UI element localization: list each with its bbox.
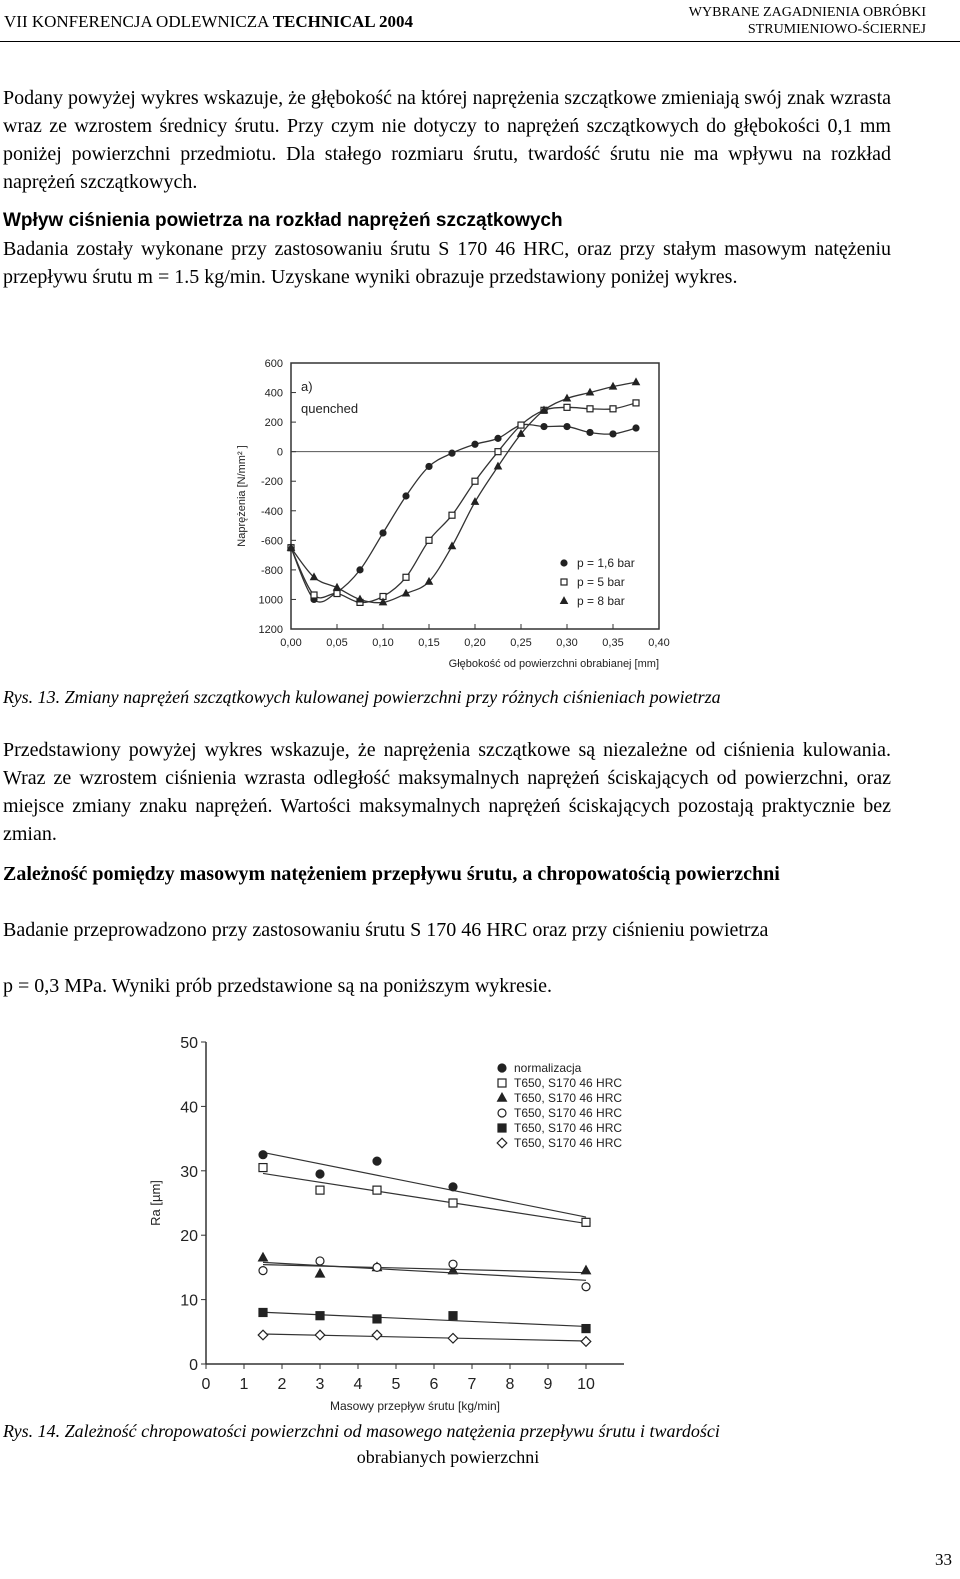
data-point: [373, 1263, 381, 1271]
x-tick-label: 0,15: [418, 637, 440, 649]
y-tick-label: -200: [260, 476, 283, 489]
x-tick-label: 9: [543, 1376, 553, 1393]
x-tick-label: 0,20: [464, 637, 486, 649]
header-rule: [0, 41, 960, 42]
paragraph-5: p = 0,3 MPa. Wyniki prób przedstawione są na poniższym wykresie.: [3, 975, 553, 997]
data-point: [633, 400, 639, 406]
data-point: [449, 450, 455, 456]
y-tick-label: 50: [180, 1035, 198, 1052]
data-point: [373, 1186, 381, 1194]
data-point: [610, 431, 616, 437]
trend-line-6: [263, 1334, 586, 1341]
data-point: [449, 543, 456, 549]
heading-pressure: Wpływ ciśnienia powietrza na rozkład naprężeń szczątkowych: [3, 210, 563, 231]
y-tick-label: 600: [264, 358, 283, 370]
data-point: [403, 493, 409, 499]
figure-13-caption: Rys. 13. Zmiany naprężeń szczątkowych kulowanej powierzchni przy różnych ciśnieniach powietrza: [3, 687, 721, 707]
annotation-a: a): [301, 379, 313, 394]
data-point: [259, 1164, 267, 1172]
data-point: [334, 584, 341, 590]
data-point: [610, 383, 617, 389]
data-point: [315, 1330, 325, 1340]
x-tick-label: 0,05: [326, 637, 348, 649]
data-point: [449, 1260, 457, 1268]
legend-label: normalizacja: [514, 1061, 582, 1075]
legend-label: T650, S170 46 HRC: [514, 1076, 623, 1090]
conference-title: VII KONFERENCJA ODLEWNICZA TECHNICAL 2004: [4, 12, 413, 31]
data-point: [587, 429, 593, 435]
legend-marker: [498, 1109, 506, 1117]
legend-label: p = 8 bar: [577, 594, 625, 608]
data-point: [316, 1257, 324, 1265]
data-point: [518, 422, 524, 428]
x-tick-label: 1: [239, 1376, 249, 1393]
data-point: [495, 449, 501, 455]
data-point: [426, 537, 432, 543]
paragraph-1: Podany powyżej wykres wskazuje, że głębokość na której naprężenia szczątkowe zmieniają swój znak wzrasta wraz ze wzrostem średnicy śrutu. Przy czym nie dotyczy to naprężeń szczątkowych do głębokości 0,1 mm poniżej powierzchni przedmiotu. Dla stałego rozmiaru śrutu, twardość śrutu nie ma wpływu na rozkład naprężeń szczątkowych.: [3, 87, 891, 193]
data-point: [582, 1218, 590, 1226]
chart-residual-stress: [225, 345, 685, 675]
x-axis-label: Masowy przepływ śrutu [kg/min]: [329, 1399, 501, 1413]
legend-marker: [561, 560, 567, 566]
y-tick-label: 0: [276, 446, 283, 459]
data-point: [610, 406, 616, 412]
data-point: [316, 1269, 325, 1277]
data-point: [403, 590, 410, 596]
y-axis-label: Naprężenia [N/mm² ]: [236, 445, 248, 547]
data-point: [587, 406, 593, 412]
data-point: [582, 1325, 590, 1333]
y-tick-label: 1200: [258, 624, 283, 636]
data-point: [449, 1199, 457, 1207]
data-point: [581, 1337, 591, 1347]
legend-label: T650, S170 46 HRC: [514, 1121, 623, 1135]
paragraph-4: Badanie przeprowadzono przy zastosowaniu śrutu S 170 46 HRC oraz przy ciśnieniu powietrza: [3, 919, 769, 941]
x-tick-label: 3: [315, 1376, 325, 1393]
x-tick-label: 0,10: [372, 637, 394, 649]
data-point: [495, 435, 501, 441]
x-tick-label: 0,30: [556, 637, 578, 649]
x-axis-label: Głębokość od powierzchni obrabianej [mm]: [448, 658, 659, 670]
data-point: [541, 424, 547, 430]
data-point: [582, 1283, 590, 1291]
legend-marker: [498, 1079, 506, 1087]
y-tick-label: -400: [260, 505, 283, 518]
series-line-2: [291, 403, 636, 603]
data-point: [373, 1315, 381, 1323]
data-point: [259, 1253, 268, 1261]
data-point: [426, 463, 432, 469]
legend-marker: [498, 1093, 507, 1101]
page-header: [0, 0, 960, 42]
legend-marker: [561, 579, 567, 585]
x-tick-label: 0,00: [280, 637, 302, 649]
data-point: [449, 1312, 457, 1320]
data-point: [633, 379, 640, 385]
trend-line-1: [263, 1152, 586, 1217]
legend-label: T650, S170 46 HRC: [514, 1091, 623, 1105]
data-point: [334, 591, 340, 597]
x-tick-label: 0: [201, 1376, 211, 1393]
y-tick-label: 400: [264, 387, 283, 400]
legend-label: p = 5 bar: [577, 575, 625, 589]
y-tick-label: -600: [260, 535, 283, 548]
data-point: [316, 1312, 324, 1320]
section-title: WYBRANE ZAGADNIENIA OBRÓBKI STRUMIENIOWO-ŚCIERNEJ: [688, 5, 926, 37]
y-axis-label: Ra [µm]: [148, 1180, 163, 1226]
y-tick-label: 10: [180, 1292, 198, 1310]
paragraph-3: Przedstawiony powyżej wykres wskazuje, że naprężenia szczątkowe są niezależne od ciśnienia kulowania. Wraz ze wzrostem ciśnienia wzrasta odległość maksymalnych naprężeń ściskających od powierzchni, oraz miejsce zmiany znaku naprężeń. Wartości maksymalnych naprężeń ściskających pozostają praktycznie bez zmian.: [3, 739, 891, 845]
legend-marker: [498, 1124, 506, 1132]
data-point: [472, 441, 478, 447]
x-tick-label: 5: [391, 1376, 401, 1393]
legend-marker: [497, 1138, 507, 1148]
y-tick-label: 40: [180, 1099, 198, 1117]
y-tick-label: 1000: [258, 594, 283, 607]
data-point: [564, 404, 570, 410]
data-point: [380, 530, 386, 536]
x-tick-label: 10: [577, 1376, 595, 1393]
legend-marker: [561, 597, 568, 603]
y-tick-label: -800: [260, 564, 283, 577]
annotation-quenched: quenched: [301, 401, 359, 416]
data-point: [259, 1267, 267, 1275]
y-tick-label: 20: [180, 1228, 198, 1246]
data-point: [372, 1330, 382, 1340]
data-point: [357, 567, 363, 573]
data-point: [449, 512, 455, 518]
data-point: [448, 1333, 458, 1343]
legend-label: T650, S170 46 HRC: [514, 1136, 623, 1150]
y-tick-label: 200: [264, 417, 283, 430]
trend-line-5: [263, 1312, 586, 1326]
data-point: [587, 389, 594, 395]
data-point: [449, 1183, 457, 1191]
data-point: [403, 574, 409, 580]
legend-marker: [498, 1064, 506, 1072]
figure-14-caption: Rys. 14. Zależność chropowatości powierzchni od masowego natężenia przepływu śrutu i twardości obrabianych powierzchni: [3, 1421, 720, 1467]
trend-line-2: [263, 1173, 586, 1223]
data-point: [564, 424, 570, 430]
y-tick-label: 30: [180, 1163, 198, 1181]
heading-roughness: Zależność pomiędzy masowym natężeniem przepływu śrutu, a chropowatością powierzchni: [3, 863, 780, 885]
data-point: [316, 1170, 324, 1178]
x-tick-label: 4: [353, 1376, 363, 1393]
y-tick-label: 0: [189, 1357, 198, 1374]
data-point: [373, 1157, 381, 1165]
x-tick-label: 2: [277, 1376, 287, 1393]
chart-roughness: [140, 1024, 670, 1414]
data-point: [258, 1330, 268, 1340]
legend-label: p = 1,6 bar: [577, 556, 635, 570]
x-tick-label: 7: [467, 1376, 477, 1393]
x-tick-label: 0,40: [648, 637, 670, 649]
data-point: [564, 395, 571, 401]
data-point: [472, 478, 478, 484]
data-point: [259, 1308, 267, 1316]
x-tick-label: 0,35: [602, 637, 624, 649]
paragraph-2: Badania zostały wykonane przy zastosowaniu śrutu S 170 46 HRC, oraz przy stałym masowym natężeniu przepływu śrutu m = 1.5 kg/min. Uzyskane wyniki obrazuje przedstawiony poniżej wykres.: [3, 238, 891, 288]
data-point: [633, 425, 639, 431]
x-tick-label: 6: [429, 1376, 439, 1393]
data-point: [316, 1186, 324, 1194]
data-point: [311, 592, 317, 598]
page-number: 33: [935, 1550, 952, 1569]
x-tick-label: 8: [505, 1376, 515, 1393]
data-point: [582, 1266, 591, 1274]
data-point: [259, 1151, 267, 1159]
x-tick-label: 0,25: [510, 637, 532, 649]
legend-label: T650, S170 46 HRC: [514, 1106, 623, 1120]
data-point: [357, 596, 364, 602]
